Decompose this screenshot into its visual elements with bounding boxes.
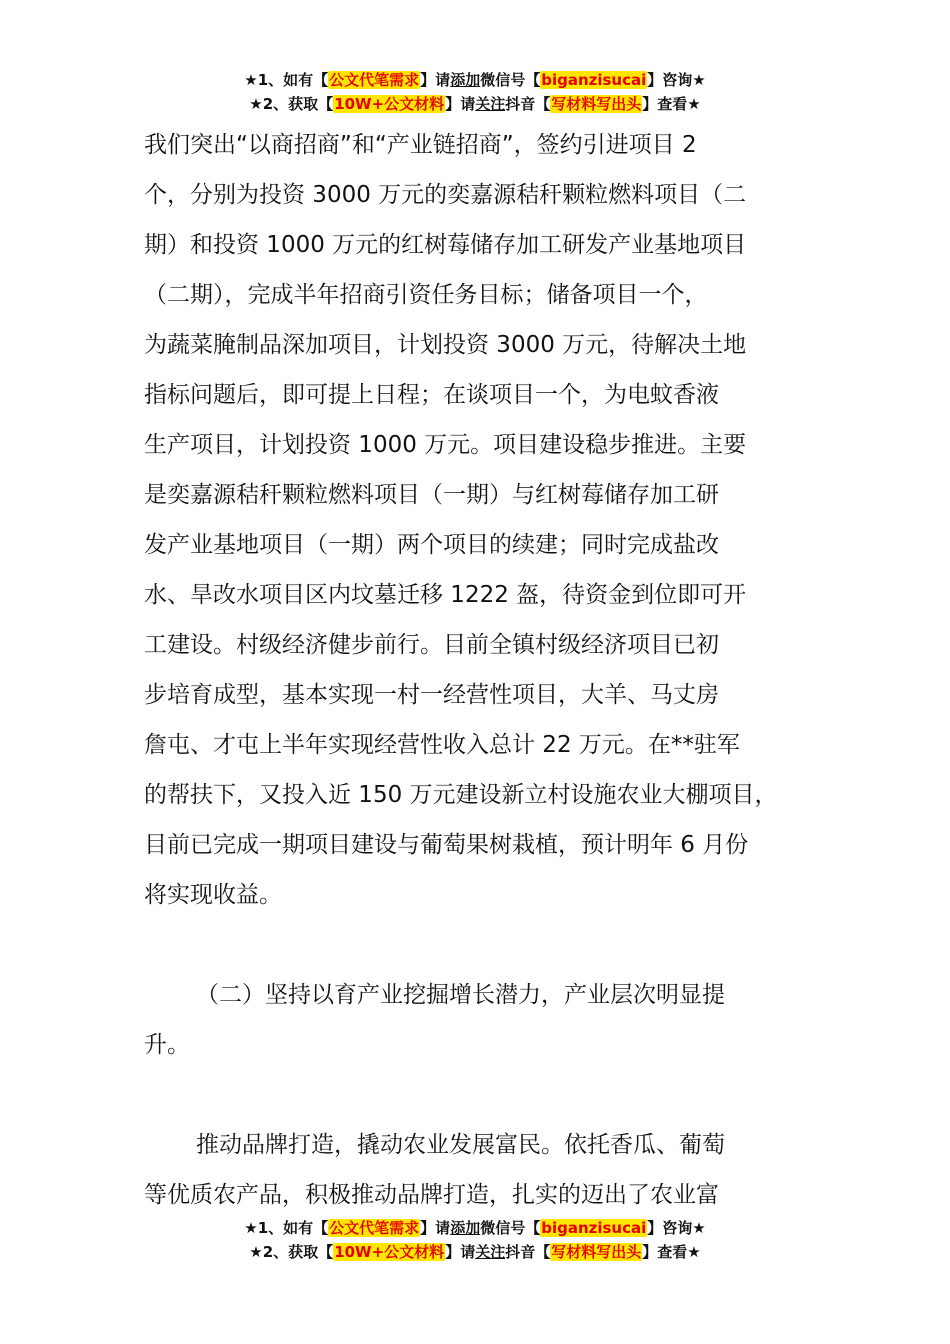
banner-text: ★2、获取【 bbox=[249, 95, 334, 113]
banner-text: 抖音【 bbox=[505, 1243, 551, 1261]
banner-line-1 bbox=[0, 1216, 950, 1240]
heading-line: （二）坚持以育产业挖掘增长潜力，产业层次明显提 bbox=[196, 982, 725, 1008]
wechat-id: biganzisucai bbox=[541, 71, 647, 89]
douyin-account: 写材料写出头 bbox=[551, 1243, 642, 1261]
text-line: 将实现收益。 bbox=[144, 882, 282, 908]
paragraph-brand bbox=[144, 1120, 826, 1220]
highlight-label: 10W+公文材料 bbox=[334, 1243, 445, 1261]
highlight-label: 10W+公文材料 bbox=[334, 95, 445, 113]
text-line: 为蔬菜腌制品深加项目，计划投资 3000 万元，待解决土地 bbox=[144, 332, 747, 358]
document-body bbox=[144, 120, 826, 1220]
bottom-banner bbox=[0, 1216, 950, 1264]
paragraph-spacer bbox=[144, 1070, 826, 1120]
banner-text: ★2、获取【 bbox=[249, 1243, 334, 1261]
highlight-label: 公文代笔需求 bbox=[329, 1219, 420, 1237]
banner-text: 抖音【 bbox=[505, 95, 551, 113]
paragraph-investment bbox=[144, 120, 826, 920]
banner-text: ★1、如有【 bbox=[244, 71, 329, 89]
banner-text: ★1、如有【 bbox=[244, 1219, 329, 1237]
text-line: 期）和投资 1000 万元的红树莓储存加工研发产业基地项目 bbox=[144, 232, 747, 258]
text-line: 的帮扶下，又投入近 150 万元建设新立村设施农业大棚项目， bbox=[144, 782, 778, 808]
banner-text: 】咨询★ bbox=[647, 71, 706, 89]
text-line: 是奕嘉源秸秆颗粒燃料项目（一期）与红树莓储存加工研 bbox=[144, 482, 719, 508]
top-banner bbox=[0, 68, 950, 116]
banner-text: 】咨询★ bbox=[647, 1219, 706, 1237]
douyin-account: 写材料写出头 bbox=[551, 95, 642, 113]
text-line: 指标问题后，即可提上日程；在谈项目一个，为电蚊香液 bbox=[144, 382, 719, 408]
text-line: 生产项目，计划投资 1000 万元。项目建设稳步推进。主要 bbox=[144, 432, 747, 458]
banner-line-1 bbox=[0, 68, 950, 92]
heading-line: 升。 bbox=[144, 1032, 190, 1058]
underlined-word: 关注 bbox=[475, 1243, 506, 1261]
banner-text: 】请 bbox=[445, 1243, 476, 1261]
text-line: 我们突出“以商招商”和“产业链招商”，签约引进项目 2 bbox=[144, 132, 697, 158]
banner-text: 】请 bbox=[420, 71, 451, 89]
text-line: 詹屯、才屯上半年实现经营性收入总计 22 万元。在**驻军 bbox=[144, 732, 740, 758]
highlight-label: 公文代笔需求 bbox=[329, 71, 420, 89]
banner-text: 微信号【 bbox=[480, 71, 541, 89]
banner-line-2 bbox=[0, 1240, 950, 1264]
text-line: 步培育成型，基本实现一村一经营性项目，大羊、马丈房 bbox=[144, 682, 719, 708]
banner-text: 】请 bbox=[420, 1219, 451, 1237]
wechat-id: biganzisucai bbox=[541, 1219, 647, 1237]
text-line: 发产业基地项目（一期）两个项目的续建；同时完成盐改 bbox=[144, 532, 719, 558]
text-line: 推动品牌打造，撬动农业发展富民。依托香瓜、葡萄 bbox=[196, 1132, 725, 1158]
banner-text: 】查看★ bbox=[642, 1243, 701, 1261]
text-line: 等优质农产品，积极推动品牌打造，扎实的迈出了农业富 bbox=[144, 1182, 719, 1208]
text-line: 工建设。村级经济健步前行。目前全镇村级经济项目已初 bbox=[144, 632, 719, 658]
banner-text: 】查看★ bbox=[642, 95, 701, 113]
text-line: 目前已完成一期项目建设与葡萄果树栽植，预计明年 6 月份 bbox=[144, 832, 749, 858]
banner-text: 】请 bbox=[445, 95, 476, 113]
banner-line-2 bbox=[0, 92, 950, 116]
paragraph-spacer bbox=[144, 920, 826, 970]
text-line: （二期），完成半年招商引资任务目标；储备项目一个， bbox=[144, 282, 708, 308]
text-line: 个，分别为投资 3000 万元的奕嘉源秸秆颗粒燃料项目（二 bbox=[144, 182, 747, 208]
text-line: 水、旱改水项目区内坟墓迁移 1222 盔，待资金到位即可开 bbox=[144, 582, 747, 608]
underlined-word: 关注 bbox=[475, 95, 506, 113]
banner-text: 微信号【 bbox=[480, 1219, 541, 1237]
section-heading-2 bbox=[144, 970, 826, 1070]
underlined-word: 添加 bbox=[450, 71, 481, 89]
underlined-word: 添加 bbox=[450, 1219, 481, 1237]
